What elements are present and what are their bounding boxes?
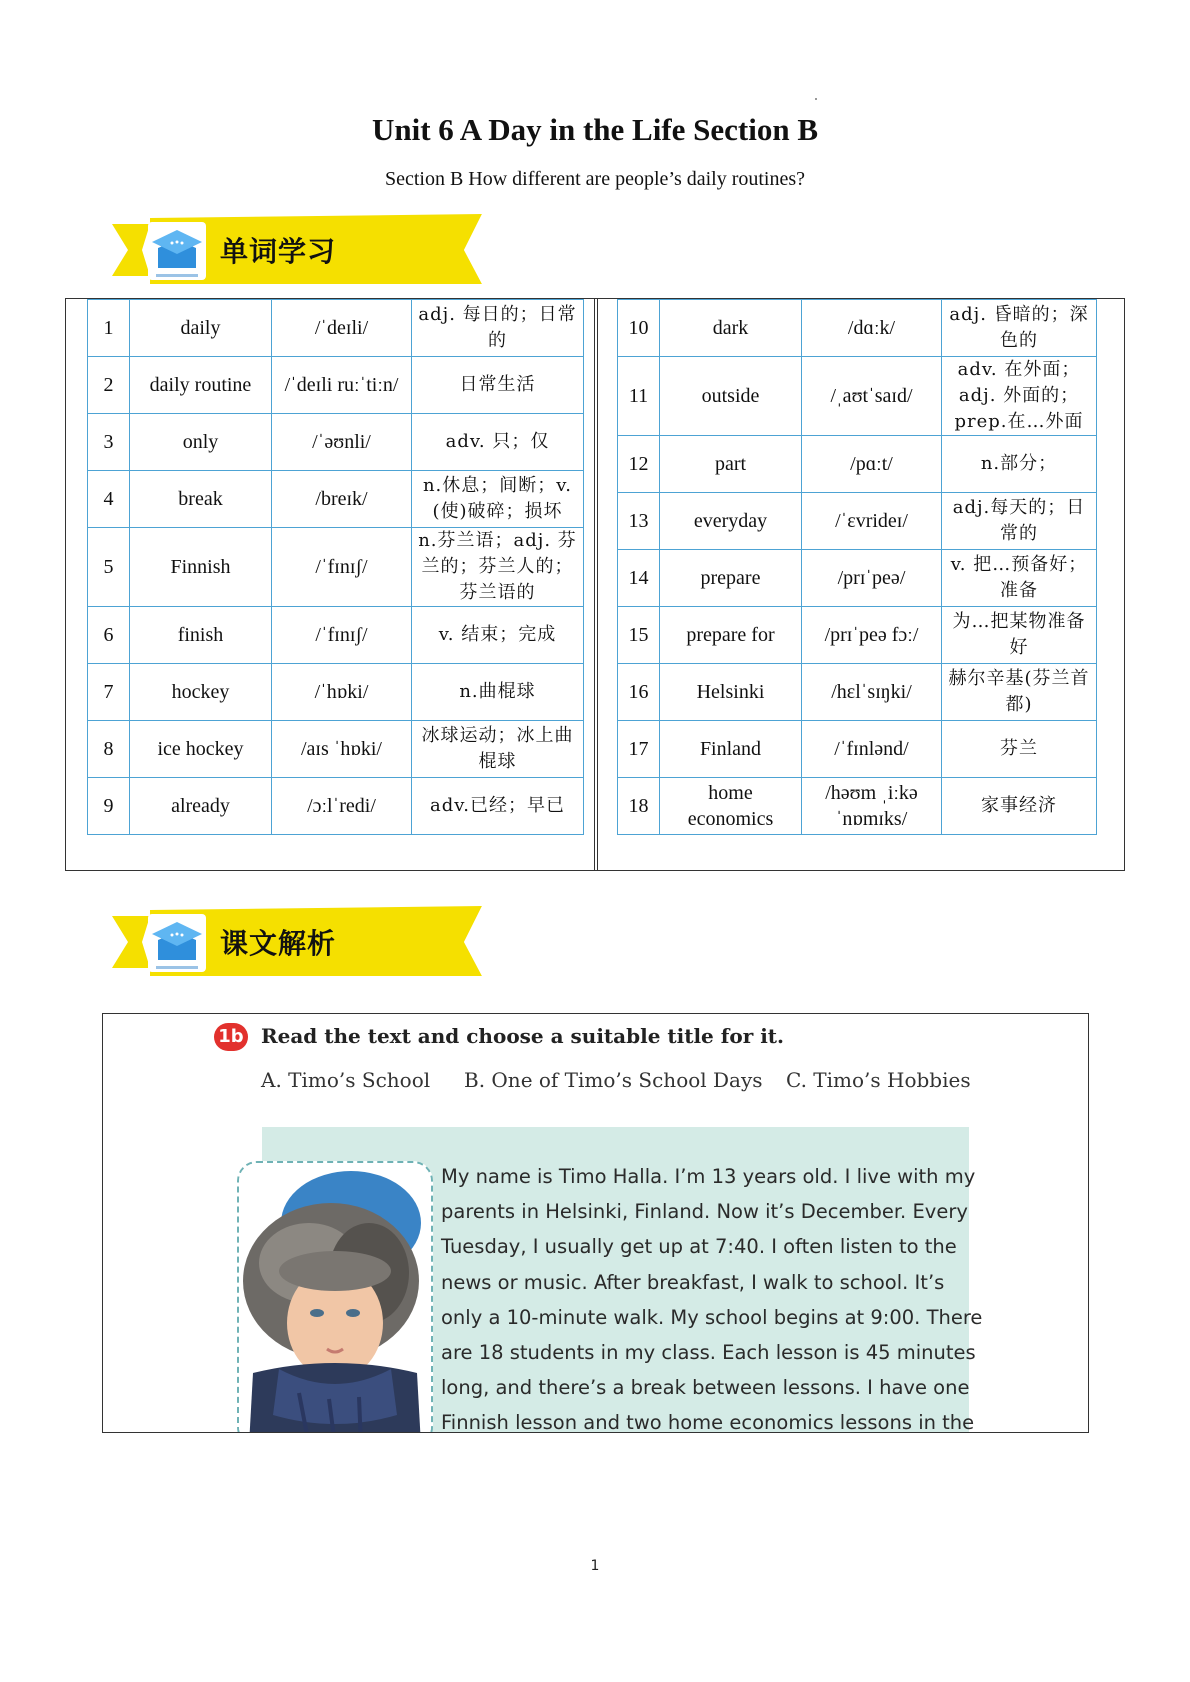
vocab-row [618,664,1097,721]
vocab-phonetic: /ˌaʊtˈsaɪd/ [802,357,942,436]
vocab-meaning: n.芬兰语；adj. 芬兰的；芬兰人的；芬兰语的 [412,528,584,607]
vocab-number: 1 [88,300,130,357]
vocab-row [88,664,584,721]
vocab-phonetic: /ˈfɪnɪʃ/ [272,607,412,664]
vocab-number: 8 [88,721,130,778]
vocab-row [88,607,584,664]
vocab-phonetic: /ˈəʊnli/ [272,414,412,471]
vocab-phonetic: /ˈhɒki/ [272,664,412,721]
vocab-meaning: n.曲棍球 [412,664,584,721]
section-title: 单词学习 [220,235,337,268]
vocab-number: 4 [88,471,130,528]
vocab-word: Helsinki [660,664,802,721]
vocab-row [88,528,584,607]
vocab-phonetic: /prɪˈpeə fɔː/ [802,607,942,664]
vocab-word: everyday [660,493,802,550]
vocab-phonetic: /ˈɛvrideɪ/ [802,493,942,550]
vocab-phonetic: /ɔːlˈredi/ [272,778,412,835]
vocab-phonetic: /pɑːt/ [802,436,942,493]
vocab-row [618,357,1097,436]
passage-line: only a 10-minute walk. My school begins at 9:00. There [441,1305,983,1329]
reading-passage [441,1159,983,1433]
vocab-meaning: 赫尔辛基(芬兰首都) [942,664,1097,721]
vocab-row [88,778,584,835]
vocab-number: 18 [618,778,660,835]
vocab-row [88,721,584,778]
vocab-row [618,300,1097,357]
option-c: C. Timo’s Hobbies [786,1068,971,1092]
passage-line: My name is Timo Halla. I’m 13 years old. I live with my [441,1165,976,1188]
vocab-row [88,471,584,528]
vocab-meaning: 冰球运动；冰上曲棍球 [412,721,584,778]
speck [815,98,817,100]
vocab-number: 9 [88,778,130,835]
passage-line: news or music. After breakfast, I walk to school. It’s [441,1270,945,1294]
vocab-number: 17 [618,721,660,778]
vocab-row [618,493,1097,550]
vocab-meaning: adj.每天的；日常的 [942,493,1097,550]
passage-line: Finnish lesson and two home economics lessons in the [441,1411,975,1433]
vocab-meaning: 为…把某物准备好 [942,607,1097,664]
graduation-cap-icon [148,914,206,972]
vocab-phonetic: /ˈfɪnɪʃ/ [272,528,412,607]
vocab-number: 5 [88,528,130,607]
vocab-row [88,300,584,357]
vocab-number: 10 [618,300,660,357]
passage-line: Tuesday, I usually get up at 7:40. I often listen to the [441,1235,957,1259]
boy-photo [237,1161,433,1433]
vocab-word: prepare [660,550,802,607]
passage-line: parents in Helsinki, Finland. Now it’s December. Every [441,1200,968,1224]
vocab-phonetic: /hɛlˈsɪŋki/ [802,664,942,721]
vocab-meaning: 日常生活 [412,357,584,414]
graduation-cap-icon [148,222,206,280]
exercise-badge: 1b [214,1023,248,1051]
vocab-meaning: n.休息；间断；v.(使)破碎；损坏 [412,471,584,528]
vocab-number: 6 [88,607,130,664]
vocab-number: 3 [88,414,130,471]
page-subtitle: Section B How different are people’s daily routines? [384,168,806,190]
exercise-instruction: Read the text and choose a suitable title for it. [261,1024,784,1048]
option-b: B. One of Timo’s School Days [464,1068,763,1092]
vocab-word: daily routine [130,357,272,414]
vocab-row [618,550,1097,607]
vocab-word: dark [660,300,802,357]
vocab-row [88,357,584,414]
vocab-number: 2 [88,357,130,414]
vocab-meaning: v. 结束；完成 [412,607,584,664]
vocab-table-left [87,299,584,835]
vocab-meaning: 家事经济 [942,778,1097,835]
vocab-table-right [617,299,1097,835]
column-divider [594,299,595,870]
vocab-word: part [660,436,802,493]
vocab-number: 16 [618,664,660,721]
vocab-meaning: n.部分； [942,436,1097,493]
vocab-phonetic: /ˈfɪnlənd/ [802,721,942,778]
vocab-word: finish [130,607,272,664]
vocab-number: 14 [618,550,660,607]
passage-line: are 18 students in my class. Each lesson is 45 minutes [441,1341,976,1365]
passage-line: long, and there’s a break between lessons. I have one [441,1376,970,1400]
vocab-word: hockey [130,664,272,721]
vocab-phonetic: /prɪˈpeə/ [802,550,942,607]
column-divider [597,299,598,870]
vocab-number: 15 [618,607,660,664]
vocab-row [88,414,584,471]
vocab-word: only [130,414,272,471]
vocab-phonetic: /aɪs ˈhɒki/ [272,721,412,778]
vocab-word: outside [660,357,802,436]
vocab-row [618,607,1097,664]
vocab-number: 13 [618,493,660,550]
vocab-word: Finnish [130,528,272,607]
option-list [261,1068,1061,1100]
vocab-number: 12 [618,436,660,493]
vocab-word: prepare for [660,607,802,664]
vocab-meaning: 芬兰 [942,721,1097,778]
vocab-number: 7 [88,664,130,721]
vocab-row [618,436,1097,493]
vocab-phonetic: /dɑːk/ [802,300,942,357]
vocab-number: 11 [618,357,660,436]
vocab-meaning: adv. 只；仅 [412,414,584,471]
page-title: Unit 6 A Day in the Life Section B [371,112,819,147]
vocab-meaning: adv. 在外面；adj. 外面的；prep.在…外面 [942,357,1097,436]
textbook-excerpt [102,1013,1089,1433]
vocab-word: ice hockey [130,721,272,778]
boy-in-fur-hat-image [239,1163,431,1433]
vocab-word: already [130,778,272,835]
vocab-phonetic: /breɪk/ [272,471,412,528]
vocab-phonetic: /ˈdeɪli/ [272,300,412,357]
vocab-row [618,721,1097,778]
section-banner-text [112,906,512,978]
section-banner-vocab [112,214,512,286]
vocab-meaning: v. 把…预备好；准备 [942,550,1097,607]
vocab-word: Finland [660,721,802,778]
vocab-word: daily [130,300,272,357]
vocab-meaning: adv.已经；早已 [412,778,584,835]
page-number: 1 [590,1558,600,1574]
vocab-meaning: adj. 昏暗的；深色的 [942,300,1097,357]
vocab-phonetic: /həʊm ˌiːkəˈnɒmɪks/ [802,778,942,835]
vocab-phonetic: /ˈdeɪli ruːˈtiːn/ [272,357,412,414]
vocab-table [65,298,1125,871]
vocab-row [618,778,1097,835]
vocab-word: break [130,471,272,528]
option-a: A. Timo’s School [261,1068,431,1092]
vocab-word: home economics [660,778,802,835]
vocab-meaning: adj. 每日的；日常的 [412,300,584,357]
section-title: 课文解析 [220,927,337,960]
